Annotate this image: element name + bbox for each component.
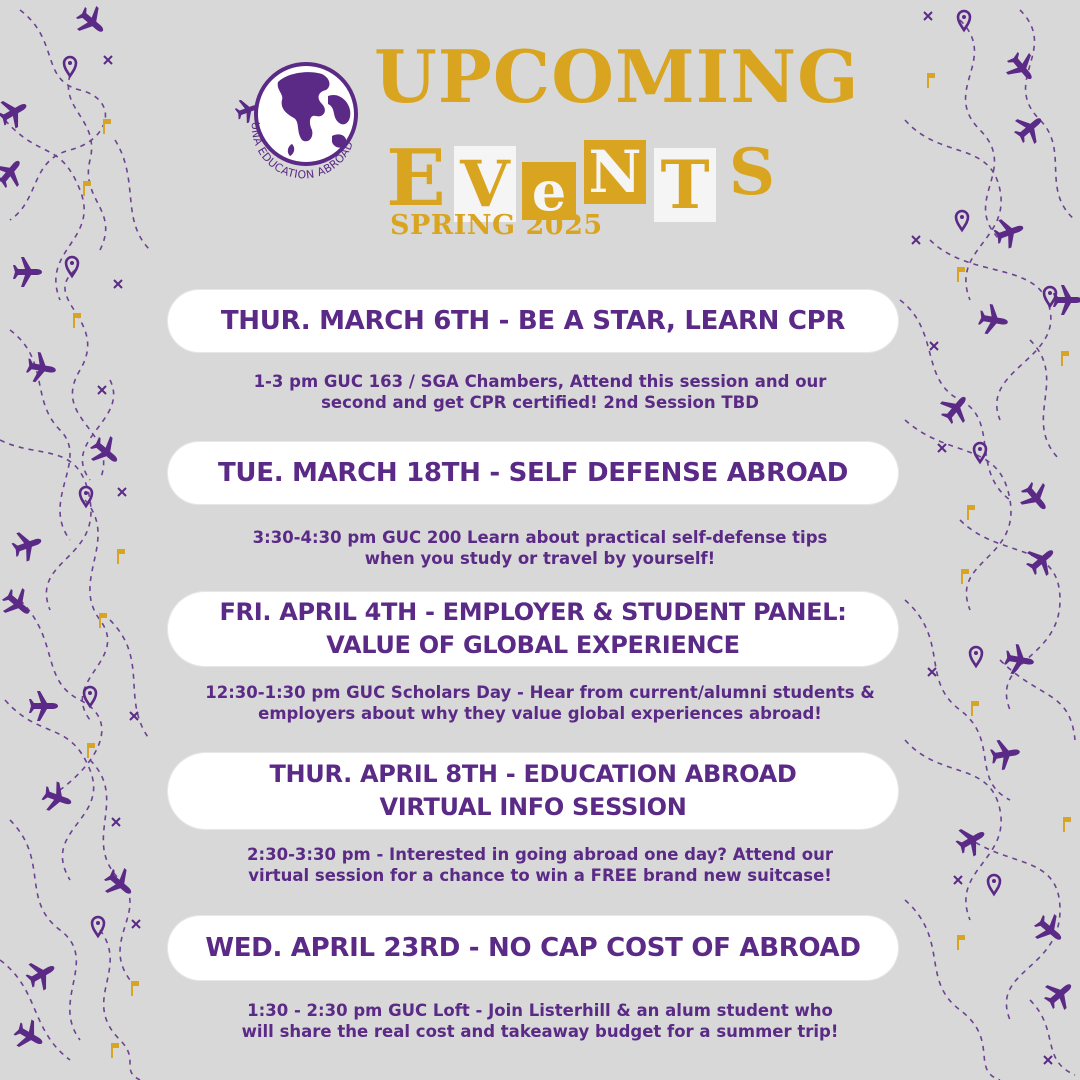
flag-icon xyxy=(972,701,979,716)
x-mark-icon xyxy=(104,56,112,64)
event-2-detail-line-2: when you study or travel by yourself! xyxy=(364,549,716,568)
event-2-detail-line-1: 3:30-4:30 pm GUC 200 Learn about practical self-defense tips xyxy=(252,528,828,547)
event-4-details xyxy=(150,844,930,886)
event-5-detail-line-1: 1:30 - 2:30 pm GUC Loft - Join Listerhill & an alum student who xyxy=(247,1001,833,1020)
airplane-icon xyxy=(25,351,59,386)
x-mark-icon xyxy=(938,444,946,452)
events-letter-6: S xyxy=(728,134,776,210)
airplane-icon xyxy=(977,303,1011,338)
subtitle-semester: SPRING 2025 xyxy=(390,210,603,241)
x-mark-icon xyxy=(930,342,938,350)
flag-icon xyxy=(962,569,969,584)
event-1-heading-pill xyxy=(168,290,898,352)
airplane-icon xyxy=(1015,477,1057,518)
x-mark-icon xyxy=(130,712,138,720)
event-2-heading-pill xyxy=(168,442,898,504)
event-3-heading-line-2: VALUE OF GLOBAL EXPERIENCE xyxy=(326,631,740,659)
event-5-detail-line-2: will share the real cost and takeaway budget for a summer trip! xyxy=(241,1022,839,1041)
flag-icon xyxy=(1062,351,1069,366)
flag-icon xyxy=(112,1043,119,1058)
airplane-icon xyxy=(9,526,47,564)
flag-icon xyxy=(118,549,125,564)
map-pin-icon xyxy=(970,647,982,666)
x-mark-icon xyxy=(114,280,122,288)
events-letter-3: e xyxy=(522,162,576,220)
map-pin-icon xyxy=(974,443,986,462)
event-5-heading-pill xyxy=(168,916,898,980)
airplane-icon xyxy=(1001,47,1043,88)
event-1-heading: THUR. MARCH 6TH - BE A STAR, LEARN CPR xyxy=(220,305,846,336)
airplane-icon xyxy=(1039,974,1080,1016)
event-3-heading-line-1: FRI. APRIL 4TH - EMPLOYER & STUDENT PANEL: xyxy=(219,598,847,626)
airplane-icon xyxy=(935,388,977,429)
event-3-details xyxy=(150,682,930,724)
map-pin-icon xyxy=(64,57,76,76)
airplane-icon xyxy=(0,92,34,132)
event-3-detail-line-1: 12:30-1:30 pm GUC Scholars Day - Hear from current/alumni students & xyxy=(205,683,875,702)
map-pin-icon xyxy=(958,11,970,30)
airplane-icon xyxy=(1021,540,1062,582)
airplane-icon xyxy=(22,954,62,994)
events-letter-2: V xyxy=(454,146,516,222)
flag-icon xyxy=(104,119,111,134)
x-mark-icon xyxy=(112,818,120,826)
airplane-icon xyxy=(71,1,112,43)
flag-icon xyxy=(132,981,139,996)
airplane-icon xyxy=(1003,643,1037,678)
una-education-abroad-logo xyxy=(232,52,372,192)
event-5-heading: WED. APRIL 23RD - NO CAP COST OF ABROAD xyxy=(205,932,861,963)
airplane-icon xyxy=(29,691,58,721)
airplane-icon xyxy=(99,863,140,905)
event-1-detail-line-1: 1-3 pm GUC 163 / SGA Chambers, Attend this session and our xyxy=(253,372,827,391)
x-mark-icon xyxy=(98,386,106,394)
event-4-heading-line-1: THUR. APRIL 8TH - EDUCATION ABROAD xyxy=(269,760,797,788)
x-mark-icon xyxy=(928,668,936,676)
flag-icon xyxy=(968,505,975,520)
airplane-icon xyxy=(952,820,992,860)
flag-icon xyxy=(88,743,95,758)
event-5-details xyxy=(150,1000,930,1042)
airplane-icon xyxy=(989,737,1023,772)
flag-icon xyxy=(1064,817,1071,832)
x-mark-icon xyxy=(1044,1056,1052,1064)
map-pin-icon xyxy=(84,687,96,706)
airplane-icon xyxy=(10,1016,50,1056)
x-mark-icon xyxy=(118,488,126,496)
title-upcoming: UPCOMING xyxy=(374,34,860,119)
map-pin-icon xyxy=(956,211,968,230)
x-mark-icon xyxy=(954,876,962,884)
event-3-heading-pill xyxy=(168,592,898,666)
airplane-icon xyxy=(1053,285,1080,315)
event-4-heading-pill xyxy=(168,753,898,829)
x-mark-icon xyxy=(132,920,140,928)
airplane-icon xyxy=(39,779,77,817)
event-1-details xyxy=(150,371,930,413)
airplane-icon xyxy=(1009,108,1050,150)
event-2-heading: TUE. MARCH 18TH - SELF DEFENSE ABROAD xyxy=(217,457,848,488)
x-mark-icon xyxy=(912,236,920,244)
event-1-detail-line-2: second and get CPR certified! 2nd Session TBD xyxy=(321,393,759,412)
event-2-details xyxy=(150,527,930,569)
airplane-icon xyxy=(0,152,30,193)
map-pin-icon xyxy=(988,875,1000,894)
flag-icon xyxy=(84,181,91,196)
logo-arc-text: UNA EDUCATION ABROAD xyxy=(248,121,357,182)
x-mark-icon xyxy=(924,12,932,20)
airplane-icon xyxy=(13,257,42,287)
events-letter-4: N xyxy=(584,140,646,204)
flag-icon xyxy=(958,267,965,282)
flag-icon xyxy=(74,313,81,328)
flag-icon xyxy=(928,73,935,88)
event-4-detail-line-2: virtual session for a chance to win a FREE brand new suitcase! xyxy=(248,866,832,885)
airplane-icon xyxy=(0,583,38,625)
airplane-icon xyxy=(991,213,1029,251)
flag-icon xyxy=(958,935,965,950)
event-3-detail-line-2: employers about why they value global experiences abroad! xyxy=(258,704,822,723)
event-4-heading-line-2: VIRTUAL INFO SESSION xyxy=(379,793,687,821)
events-letter-1: E xyxy=(386,132,446,224)
events-letter-5: T xyxy=(654,148,716,222)
event-4-detail-line-1: 2:30-3:30 pm - Interested in going abroad one day? Attend our xyxy=(247,845,833,864)
